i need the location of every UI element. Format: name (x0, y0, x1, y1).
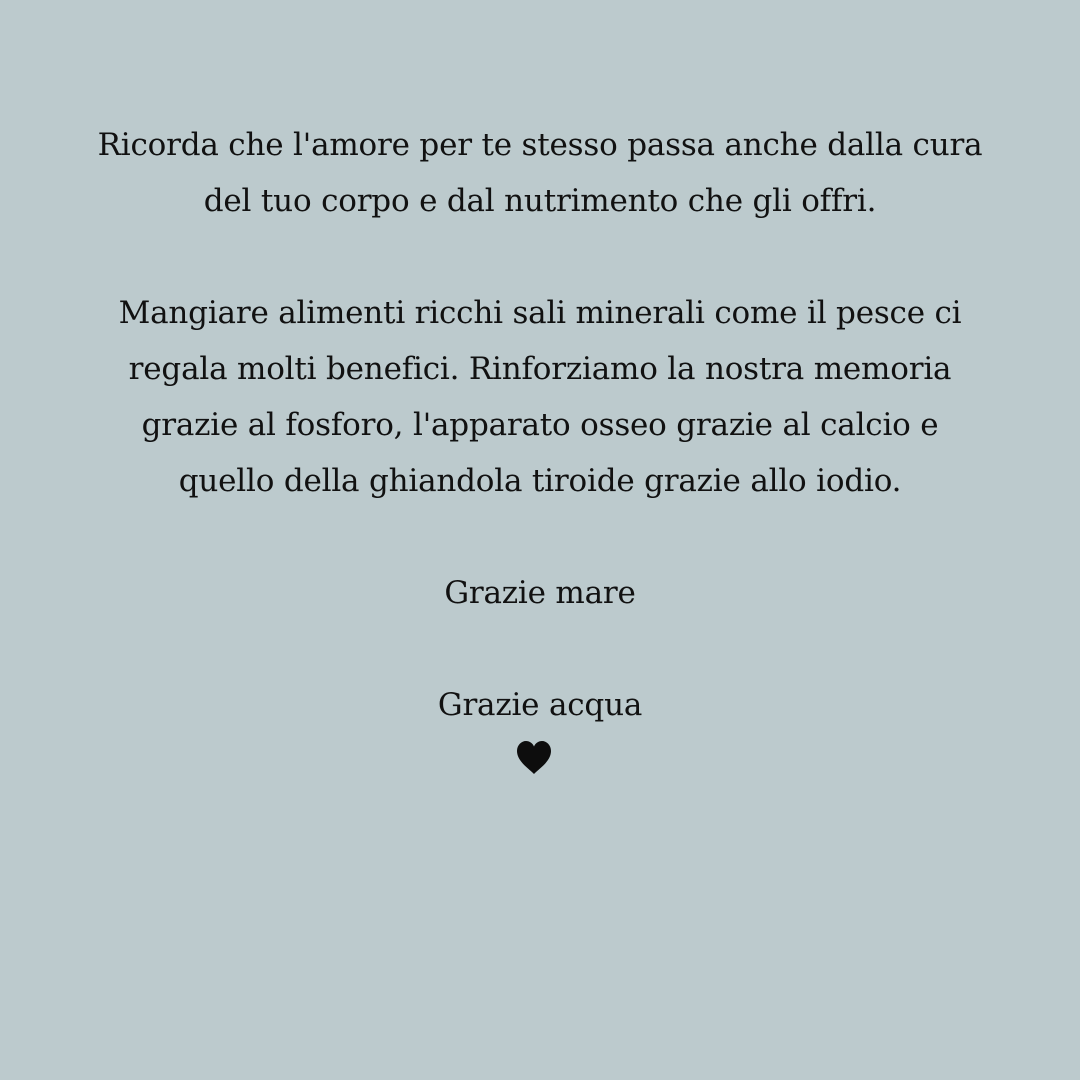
heart-icon (514, 738, 554, 778)
paragraph-line: del tuo corpo e dal nutrimento che gli offri. (203, 183, 877, 219)
paragraph-line: Mangiare alimenti ricchi sali minerali come il pesce ci (118, 295, 962, 331)
paragraph-self-love (80, 117, 1000, 229)
closing-line-mare (80, 565, 1000, 621)
paragraph-minerals (80, 285, 1000, 509)
closing-line-acqua (80, 677, 1000, 733)
paragraph-line: grazie al fosforo, l'apparato osseo grazie al calcio e (141, 407, 939, 443)
paragraph-line: quello della ghiandola tiroide grazie allo iodio. (178, 463, 902, 499)
paragraph-line: Ricorda che l'amore per te stesso passa anche dalla cura (97, 127, 983, 163)
closing-text: Grazie mare (444, 575, 636, 611)
paragraph-line: regala molti benefici. Rinforziamo la nostra memoria (128, 351, 952, 387)
closing-text: Grazie acqua (437, 687, 643, 723)
